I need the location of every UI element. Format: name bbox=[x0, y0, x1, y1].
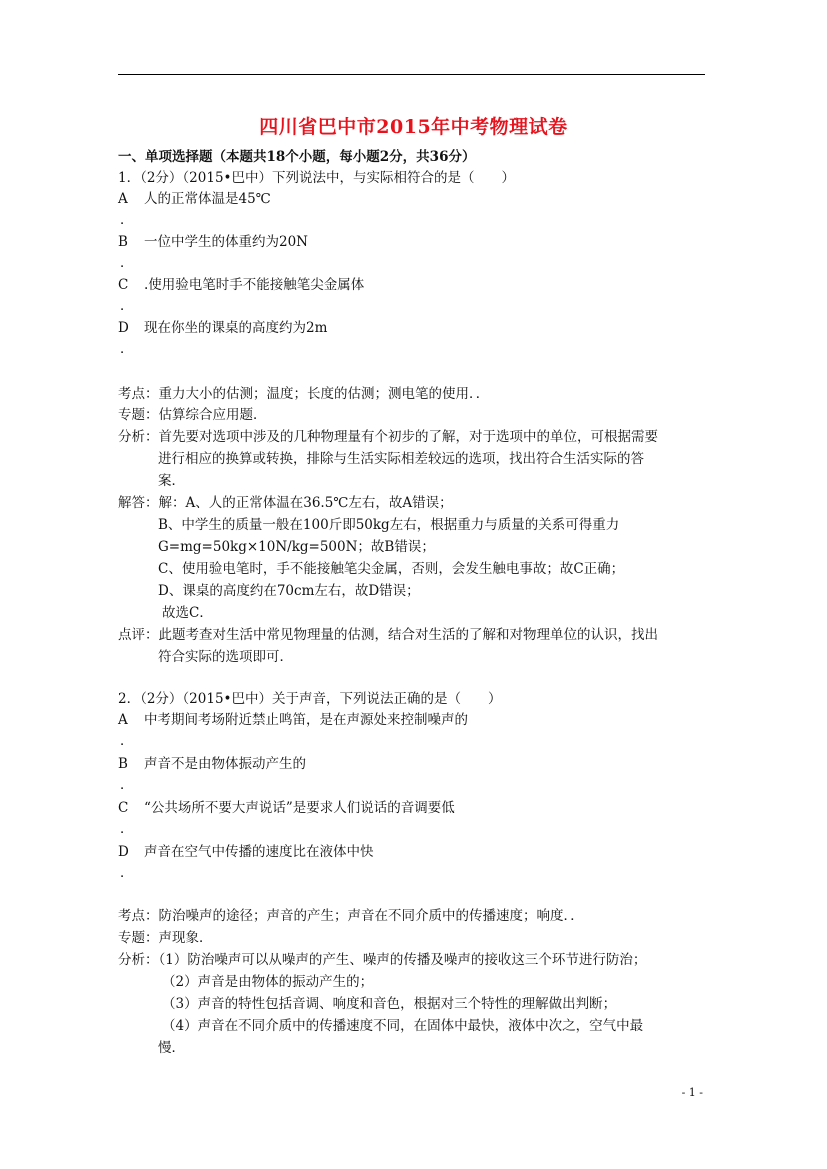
q1-zhuanti: 专题：估算综合应用题． bbox=[118, 407, 267, 423]
q1-jieda-line: C、使用验电笔时，手不能接触笔尖金属，否则，会发生触电事故；故C正确； bbox=[158, 561, 625, 577]
q2-fenxi-line: 慢． bbox=[158, 1040, 185, 1056]
q2-option-d: D 声音在空气中传播的速度比在液体中快 bbox=[118, 844, 374, 860]
q2-fenxi-line: 分析：（1）防治噪声可以从噪声的产生、噪声的传播及噪声的接收这三个环节进行防治； bbox=[118, 952, 647, 968]
q1-jieda-line: D、课桌的高度约在70cm左右，故D错误； bbox=[158, 583, 420, 599]
q1-dianping-line: 符合实际的选项即可． bbox=[158, 649, 293, 665]
q2-option-a-dot: ． bbox=[120, 733, 134, 749]
q1-stem: 1．（2分）（2015•巴中）下列说法中，与实际相符合的是（ ） bbox=[118, 170, 515, 186]
q1-jieda-line: 解答：解：A、人的正常体温在36.5℃左右，故A错误； bbox=[118, 495, 453, 511]
q1-option-b-dot: ． bbox=[120, 255, 134, 271]
q2-zhuanti: 专题：声现象． bbox=[118, 930, 213, 946]
q1-jieda-line: B、中学生的质量一般在100斤即50kg左右，根据重力与质量的关系可得重力 bbox=[158, 517, 620, 533]
q1-kaodian: 考点：重力大小的估测；温度；长度的估测；测电笔的使用．． bbox=[118, 386, 490, 402]
q1-fenxi-line: 分析：首先要对选项中涉及的几种物理量有个初步的了解，对于选项中的单位，可根据需要 bbox=[118, 429, 658, 445]
q1-option-d: D 现在你坐的课桌的高度约为2m bbox=[118, 320, 328, 336]
header-rule bbox=[118, 74, 705, 75]
q2-option-a: A 中考期间考场附近禁止鸣笛，是在声源处来控制噪声的 bbox=[118, 712, 468, 728]
q1-option-c-dot: ． bbox=[120, 298, 134, 314]
q2-option-b-dot: ． bbox=[120, 777, 134, 793]
q2-option-b: B 声音不是由物体振动产生的 bbox=[118, 756, 306, 772]
q2-kaodian: 考点：防治噪声的途径；声音的产生；声音在不同介质中的传播速度；响度．． bbox=[118, 908, 584, 924]
q1-fenxi-line: 案． bbox=[158, 473, 185, 489]
page-number: - 1 - bbox=[681, 1086, 703, 1099]
q1-option-a: A 人的正常体温是45℃ bbox=[118, 191, 271, 207]
q2-fenxi-line: （2）声音是由物体的振动产生的； bbox=[162, 974, 374, 990]
q1-dianping-line: 点评：此题考查对生活中常见物理量的估测，结合对生活的了解和对物理单位的认识，找出 bbox=[118, 627, 658, 643]
q2-fenxi-line: （3）声音的特性包括音调、响度和音色，根据对三个特性的理解做出判断； bbox=[162, 996, 617, 1012]
q2-option-d-dot: ． bbox=[120, 865, 134, 881]
q1-jieda-line: G=mg=50kg×10N/kg=500N；故B错误； bbox=[158, 539, 435, 555]
q2-option-c: C “公共场所不要大声说话”是要求人们说话的音调要低 bbox=[118, 800, 455, 816]
q2-option-c-dot: ． bbox=[120, 821, 134, 837]
q2-stem: 2．（2分）（2015•巴中）关于声音，下列说法正确的是（ ） bbox=[118, 691, 502, 707]
section-heading: 一、单项选择题（本题共18个小题，每小题2分，共36分） bbox=[118, 149, 476, 165]
q1-option-a-dot: ． bbox=[120, 212, 134, 228]
q1-fenxi-line: 进行相应的换算或转换，排除与生活实际相差较远的选项，找出符合生活实际的答 bbox=[158, 451, 644, 467]
q1-option-b: B 一位中学生的体重约为20N bbox=[118, 234, 308, 250]
q1-jieda-line: 故选C． bbox=[162, 605, 213, 621]
q1-option-c: C .使用验电笔时手不能接触笔尖金属体 bbox=[118, 277, 365, 293]
q1-option-d-dot: ． bbox=[120, 341, 134, 357]
q2-fenxi-line: （4）声音在不同介质中的传播速度不同，在固体中最快，液体中次之，空气中最 bbox=[162, 1018, 644, 1034]
page-title: 四川省巴中市2015年中考物理试卷 bbox=[259, 116, 568, 138]
